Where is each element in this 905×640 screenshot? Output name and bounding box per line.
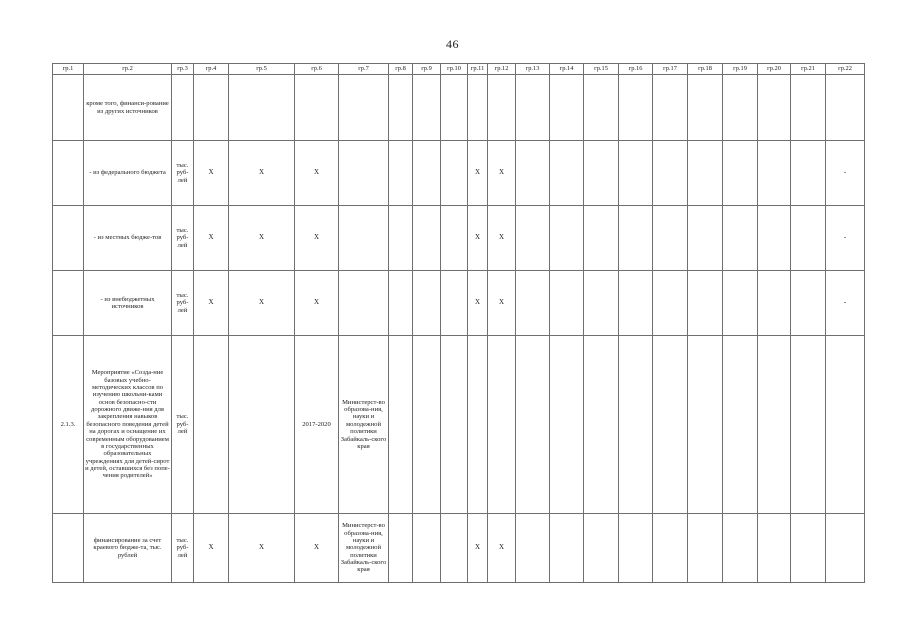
empty-cell xyxy=(653,514,688,583)
cell-gr11: X xyxy=(468,141,488,206)
cell-gr6: X xyxy=(295,141,339,206)
empty-cell xyxy=(653,271,688,336)
cell-gr7: Министерст-во образова-ния, науки и молодежной политики Забайкаль-ского края xyxy=(339,514,389,583)
empty-cell xyxy=(619,271,653,336)
empty-cell xyxy=(619,514,653,583)
col-header: гр.1 xyxy=(53,64,84,75)
empty-cell xyxy=(758,75,791,141)
empty-cell xyxy=(413,75,441,141)
col-header: гр.13 xyxy=(516,64,550,75)
row-number xyxy=(53,514,84,583)
empty-cell xyxy=(584,141,619,206)
cell-gr22 xyxy=(826,514,865,583)
cell-gr6 xyxy=(295,75,339,141)
empty-cell xyxy=(723,514,758,583)
cell-gr5 xyxy=(229,336,295,514)
cell-gr4: X xyxy=(194,271,229,336)
cell-gr22 xyxy=(826,75,865,141)
col-header: гр.9 xyxy=(413,64,441,75)
empty-cell xyxy=(441,206,468,271)
empty-cell xyxy=(516,271,550,336)
empty-cell xyxy=(723,206,758,271)
cell-gr22: - xyxy=(826,206,865,271)
empty-cell xyxy=(758,514,791,583)
cell-gr11 xyxy=(468,75,488,141)
cell-gr5: X xyxy=(229,206,295,271)
cell-gr6: X xyxy=(295,271,339,336)
cell-gr22: - xyxy=(826,141,865,206)
row-name: - из местных бюдже-тов xyxy=(84,206,172,271)
cell-gr5 xyxy=(229,75,295,141)
empty-cell xyxy=(791,514,826,583)
empty-cell xyxy=(688,514,723,583)
empty-cell xyxy=(516,336,550,514)
cell-gr7 xyxy=(339,141,389,206)
empty-cell xyxy=(413,514,441,583)
row-unit: тыс. руб-лей xyxy=(172,514,194,583)
cell-gr12: X xyxy=(488,514,516,583)
col-header: гр.21 xyxy=(791,64,826,75)
col-header: гр.7 xyxy=(339,64,389,75)
table-row xyxy=(53,141,865,206)
col-header: гр.12 xyxy=(488,64,516,75)
empty-cell xyxy=(791,336,826,514)
cell-gr4: X xyxy=(194,141,229,206)
col-header: гр.15 xyxy=(584,64,619,75)
table-row xyxy=(53,271,865,336)
empty-cell xyxy=(758,271,791,336)
col-header: гр.3 xyxy=(172,64,194,75)
empty-cell xyxy=(389,336,413,514)
empty-cell xyxy=(516,75,550,141)
empty-cell xyxy=(550,336,584,514)
col-header: гр.2 xyxy=(84,64,172,75)
empty-cell xyxy=(653,336,688,514)
col-header: гр.20 xyxy=(758,64,791,75)
empty-cell xyxy=(584,206,619,271)
empty-cell xyxy=(723,271,758,336)
cell-gr4 xyxy=(194,75,229,141)
cell-gr11: X xyxy=(468,271,488,336)
empty-cell xyxy=(688,271,723,336)
empty-cell xyxy=(389,514,413,583)
col-header: гр.11 xyxy=(468,64,488,75)
table-row xyxy=(53,206,865,271)
row-unit: тыс. руб-лей xyxy=(172,336,194,514)
cell-gr6: X xyxy=(295,514,339,583)
empty-cell xyxy=(389,206,413,271)
empty-cell xyxy=(584,75,619,141)
empty-cell xyxy=(550,206,584,271)
cell-gr7: Министерст-во образова-ния, науки и молодежной политики Забайкаль-ского края xyxy=(339,336,389,514)
empty-cell xyxy=(791,75,826,141)
table-row xyxy=(53,514,865,583)
empty-cell xyxy=(619,336,653,514)
col-header: гр.5 xyxy=(229,64,295,75)
cell-gr12 xyxy=(488,336,516,514)
cell-gr4: X xyxy=(194,514,229,583)
cell-gr7 xyxy=(339,206,389,271)
empty-cell xyxy=(688,75,723,141)
empty-cell xyxy=(758,141,791,206)
cell-gr4 xyxy=(194,336,229,514)
empty-cell xyxy=(516,514,550,583)
cell-gr12 xyxy=(488,75,516,141)
empty-cell xyxy=(516,141,550,206)
empty-cell xyxy=(758,336,791,514)
row-number xyxy=(53,141,84,206)
col-header: гр.6 xyxy=(295,64,339,75)
empty-cell xyxy=(688,141,723,206)
row-number xyxy=(53,75,84,141)
empty-cell xyxy=(389,75,413,141)
empty-cell xyxy=(791,271,826,336)
cell-gr22 xyxy=(826,336,865,514)
cell-gr22: - xyxy=(826,271,865,336)
empty-cell xyxy=(723,336,758,514)
cell-gr12: X xyxy=(488,271,516,336)
empty-cell xyxy=(619,206,653,271)
empty-cell xyxy=(441,336,468,514)
row-number: 2.1.3. xyxy=(53,336,84,514)
empty-cell xyxy=(619,141,653,206)
empty-cell xyxy=(791,206,826,271)
empty-cell xyxy=(441,514,468,583)
empty-cell xyxy=(688,206,723,271)
cell-gr11: X xyxy=(468,206,488,271)
col-header: гр.4 xyxy=(194,64,229,75)
row-name: Мероприятие «Созда-ние базовых учебно-методических классов по изучению школьни-ками основ безопасно-сти дорожного движе-ния для закрепления навыков безопасного поведения детей на дорогах и оснащение их современным оборудованием в государственных образовательных учреждениях для детей-сирот и детей, оставшихся без попе-чения родителей» xyxy=(84,336,172,514)
col-header: гр.17 xyxy=(653,64,688,75)
empty-cell xyxy=(653,141,688,206)
row-name: финансирование за счет краевого бюдже-та, тыс. рублей xyxy=(84,514,172,583)
col-header: гр.8 xyxy=(389,64,413,75)
col-header: гр.10 xyxy=(441,64,468,75)
empty-cell xyxy=(550,271,584,336)
cell-gr4: X xyxy=(194,206,229,271)
empty-cell xyxy=(441,141,468,206)
cell-gr6: X xyxy=(295,206,339,271)
empty-cell xyxy=(619,75,653,141)
empty-cell xyxy=(584,514,619,583)
row-number xyxy=(53,271,84,336)
cell-gr12: X xyxy=(488,206,516,271)
empty-cell xyxy=(516,206,550,271)
empty-cell xyxy=(723,75,758,141)
empty-cell xyxy=(688,336,723,514)
table-row xyxy=(53,75,865,141)
empty-cell xyxy=(584,271,619,336)
row-name: - из федерального бюджета xyxy=(84,141,172,206)
empty-cell xyxy=(584,336,619,514)
empty-cell xyxy=(653,75,688,141)
row-unit xyxy=(172,75,194,141)
cell-gr11 xyxy=(468,336,488,514)
row-unit: тыс. руб-лей xyxy=(172,271,194,336)
row-unit: тыс. руб-лей xyxy=(172,141,194,206)
empty-cell xyxy=(791,141,826,206)
empty-cell xyxy=(550,514,584,583)
empty-cell xyxy=(550,141,584,206)
empty-cell xyxy=(758,206,791,271)
row-number xyxy=(53,206,84,271)
page-number: 46 xyxy=(446,37,459,51)
empty-cell xyxy=(413,141,441,206)
header-row xyxy=(53,64,865,75)
empty-cell xyxy=(550,75,584,141)
cell-gr5: X xyxy=(229,514,295,583)
row-name: - из внебюджетных источников xyxy=(84,271,172,336)
cell-gr7 xyxy=(339,75,389,141)
empty-cell xyxy=(413,206,441,271)
col-header: гр.16 xyxy=(619,64,653,75)
empty-cell xyxy=(653,206,688,271)
table-row xyxy=(53,336,865,514)
col-header: гр.18 xyxy=(688,64,723,75)
empty-cell xyxy=(723,141,758,206)
cell-gr11: X xyxy=(468,514,488,583)
row-unit: тыс. руб-лей xyxy=(172,206,194,271)
program-table xyxy=(52,63,865,583)
cell-gr6: 2017-2020 xyxy=(295,336,339,514)
empty-cell xyxy=(441,75,468,141)
empty-cell xyxy=(441,271,468,336)
cell-gr5: X xyxy=(229,271,295,336)
empty-cell xyxy=(413,336,441,514)
col-header: гр.19 xyxy=(723,64,758,75)
cell-gr12: X xyxy=(488,141,516,206)
empty-cell xyxy=(389,141,413,206)
row-name: кроме того, финанси-рование из других источников xyxy=(84,75,172,141)
empty-cell xyxy=(413,271,441,336)
cell-gr5: X xyxy=(229,141,295,206)
empty-cell xyxy=(389,271,413,336)
col-header: гр.14 xyxy=(550,64,584,75)
cell-gr7 xyxy=(339,271,389,336)
col-header: гр.22 xyxy=(826,64,865,75)
